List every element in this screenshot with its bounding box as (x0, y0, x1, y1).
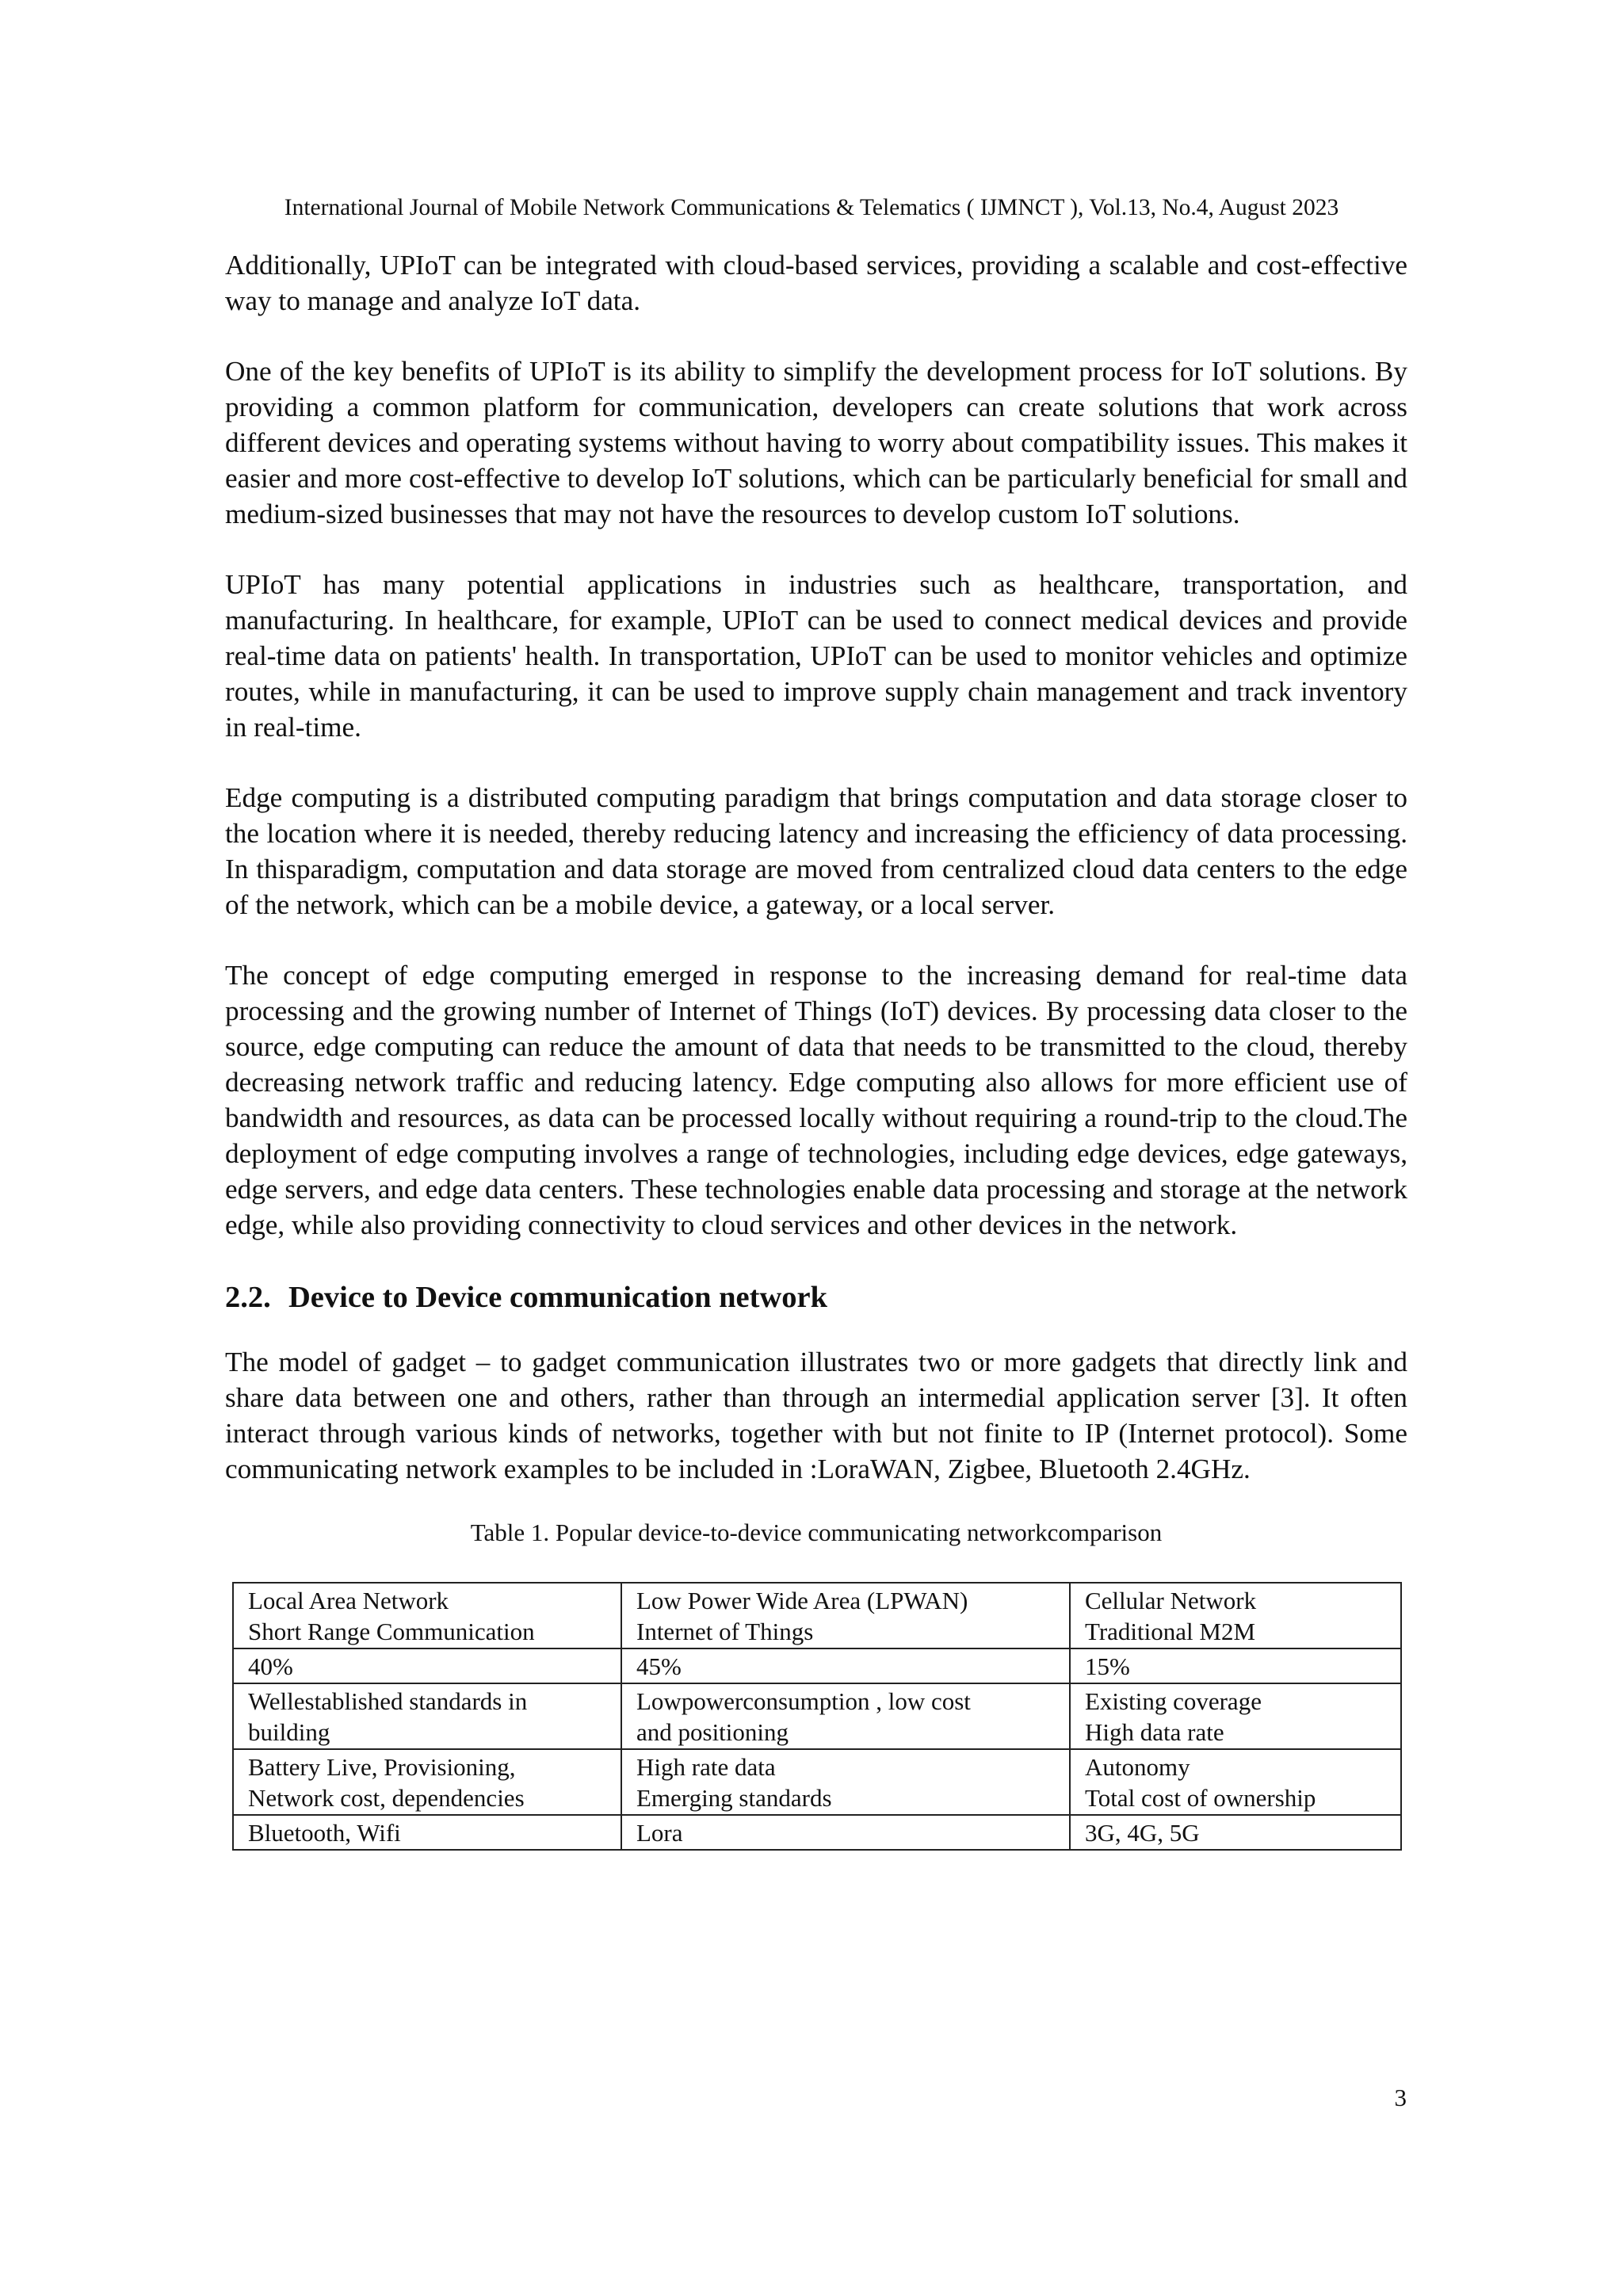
paragraph-edge-computing-definition: Edge computing is a distributed computing paradigm that brings computation and data storage closer to the location where it is needed, thereby reducing latency and increasing the efficiency of data processing. In thisparadigm, computation and data storage are moved from centralized cloud data centers to the edge of the network, which can be a mobile device, a gateway, or a local server. (225, 782, 1407, 920)
table-cell: Battery Live, Provisioning, Network cost, dependencies (233, 1749, 621, 1815)
section-heading (225, 1278, 1407, 1317)
table-cell: Lowpowerconsumption , low cost and positioning (621, 1683, 1070, 1749)
table-cell: Wellestablished standards in building (233, 1683, 621, 1749)
table-cell: 15% (1070, 1648, 1401, 1683)
table-cell: 3G, 4G, 5G (1070, 1815, 1401, 1850)
running-header: International Journal of Mobile Network Communications & Telematics ( IJMNCT ), Vol.13, No.4, August 2023 (284, 195, 1339, 220)
table-row (233, 1683, 1401, 1749)
paragraph-upiot-applications: UPIoT has many potential applications in industries such as healthcare, transportation, and manufacturing. In healthcare, for example, UPIoT can be used to connect medical devices and provide real-time data on patients' health. In transportation, UPIoT can be used to monitor vehicles and optimize routes, while in manufacturing, it can be used to improve supply chain management and track inventory in real-time. (225, 569, 1407, 743)
table-cell: 45% (621, 1648, 1070, 1683)
paragraph-upiot-benefits: One of the key benefits of UPIoT is its ability to simplify the development process for IoT solutions. By providing a common platform for communication, developers can create solutions that work across different devices and operating systems without having to worry about compatibility issues. This makes it easier and more cost-effective to develop IoT solutions, which can be particularly beneficial for small and medium-sized businesses that may not have the resources to develop custom IoT solutions. (225, 356, 1407, 529)
table-row (233, 1583, 1401, 1648)
table-row (233, 1749, 1401, 1815)
body-text (225, 247, 1407, 1851)
section-number: 2.2. (225, 1281, 271, 1314)
table-row (233, 1648, 1401, 1683)
paragraph-device-to-device: The model of gadget – to gadget communication illustrates two or more gadgets that directly link and share data between one and others, rather than through an intermedial application server [3]. It often interact through various kinds of networks, together with but not finite to IP (Internet protocol). Some communicating network examples to be included in :LoraWAN, Zigbee, Bluetooth 2.4GHz. (225, 1347, 1407, 1484)
section-title: Device to Device communication network (288, 1281, 827, 1314)
page-number: 3 (1394, 2084, 1407, 2111)
table-row (233, 1815, 1401, 1850)
table-cell: Low Power Wide Area (LPWAN) Internet of Things (621, 1583, 1070, 1648)
paragraph-upiot-cloud: Additionally, UPIoT can be integrated with cloud-based services, providing a scalable and cost-effective way to manage and analyze IoT data. (225, 250, 1407, 316)
table-cell: Local Area Network Short Range Communication (233, 1583, 621, 1648)
table-cell: Autonomy Total cost of ownership (1070, 1749, 1401, 1815)
paragraph-edge-computing-concept: The concept of edge computing emerged in response to the increasing demand for real-time data processing and the growing number of Internet of Things (IoT) devices. By processing data closer to the source, edge computing can reduce the amount of data that needs to be transmitted to the cloud, thereby decreasing network traffic and reducing latency. Edge computing also allows for more efficient use of bandwidth and resources, as data can be processed locally without requiring a round-trip to the cloud.The deployment of edge computing involves a range of technologies, including edge devices, edge gateways, edge servers, and edge data centers. These technologies enable data processing and storage at the network edge, while also providing connectivity to cloud services and other devices in the network. (225, 960, 1407, 1240)
table-cell: Bluetooth, Wifi (233, 1815, 621, 1850)
table-cell: Lora (621, 1815, 1070, 1850)
table-cell: Cellular Network Traditional M2M (1070, 1583, 1401, 1648)
table-cell: High rate data Emerging standards (621, 1749, 1070, 1815)
table-cell: 40% (233, 1648, 621, 1683)
table-cell: Existing coverage High data rate (1070, 1683, 1401, 1749)
table-caption: Table 1. Popular device-to-device communicating networkcomparison (470, 1519, 1163, 1546)
comparison-table (232, 1582, 1402, 1851)
